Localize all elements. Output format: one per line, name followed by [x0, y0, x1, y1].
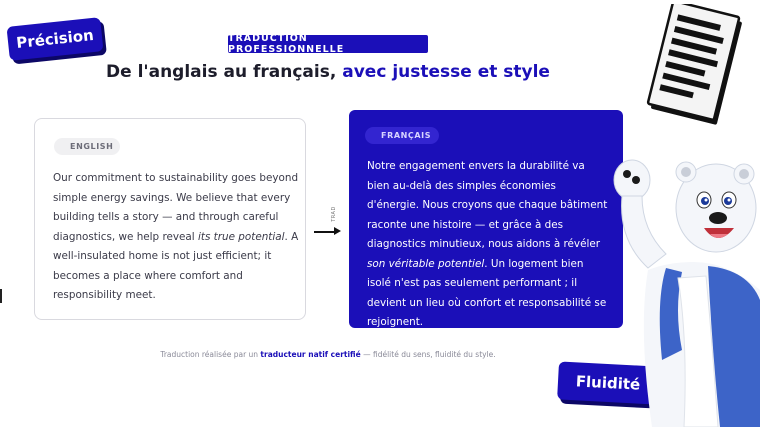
french-label: FRANÇAIS [381, 131, 432, 140]
translation-arrow [312, 205, 346, 239]
precision-sticker [6, 17, 103, 61]
title-main: De l'anglais au français, [106, 62, 343, 82]
french-text-start: Notre engagement envers la durabilité va bien au-delà des simples économies d'énergie. Nous croyons que chaque bâtiment raconte une histoire — et grâce à des diagnostics minutieux, nous aidons à révéler [367, 160, 608, 250]
footer-note [100, 350, 556, 359]
footer-before: Traduction réalisée par un [160, 350, 261, 359]
section-kicker-badge [228, 35, 428, 53]
page-title [100, 62, 556, 82]
french-paragraph [367, 157, 609, 333]
precision-sticker-label: Précision [15, 25, 95, 53]
trad-label: TRAD [330, 206, 337, 222]
arrow-head-icon [334, 227, 341, 235]
footer-after: — fidélité du sens, fluidité du style. [360, 350, 496, 359]
title-accent: avec justesse et style [342, 62, 550, 82]
english-text-start: Our commitment to sustainability goes beyond simple energy savings. We believe that every building tells a story — and through careful diagnostics, we help reveal [53, 172, 299, 243]
edge-marker [0, 289, 2, 303]
english-label: ENGLISH [70, 142, 114, 151]
footer-strong: traducteur natif certifié [260, 350, 361, 359]
english-language-pill [54, 138, 120, 155]
english-paragraph [53, 169, 299, 306]
french-text-emphasis: son véritable potentiel [367, 257, 485, 270]
kicker-label: TRADUCTION PROFESSIONNELLE [228, 33, 345, 55]
english-text-emphasis: its true potential [198, 230, 285, 243]
arrow-right-icon [314, 231, 336, 233]
document-illustration-icon [632, 4, 758, 130]
french-text-end: . Un logement bien isolé n'est pas seulement performant ; il devient un lieu où confort et responsabilité se rejoignent. [367, 257, 607, 328]
french-language-pill [365, 127, 439, 144]
english-text-end: . A well-insulated home is not just efficient; it becomes a place where comfort and responsibility meet. [53, 230, 299, 301]
fluidite-sticker-label: Fluidité [575, 372, 641, 394]
english-source-card [34, 118, 306, 320]
french-translation-card [349, 110, 623, 328]
polar-bear-mascot-icon [608, 150, 760, 427]
